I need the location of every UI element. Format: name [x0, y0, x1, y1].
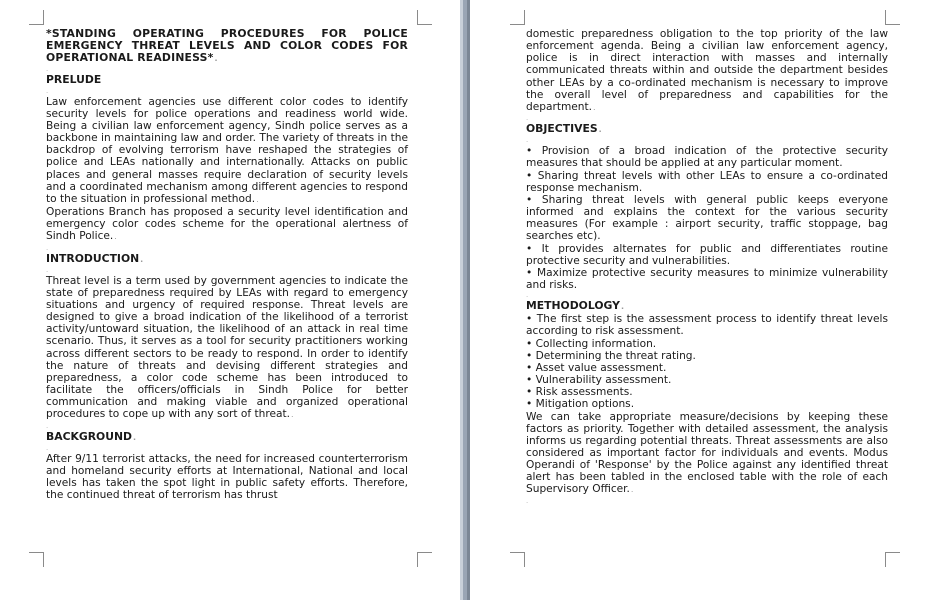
introduction-paragraph: Threat level is a term used by government agencies to indicate the state of preparedness required by LEAs with regard to emergency situations and urgency of required response. Threat levels are designed to give a broad indication of the likelihood of a terrorist activity/untoward situation, the likelihood of an attack in real time scenario. Thus, it serves as a tool for security practitioners working across different sectors to be ready to respond. In order to identify the nature of threats and devising different strategies and preparedness, a color code scheme has been introduced to facilitate the officers/officials in Sindh Police for better communication and making viable and organized operational procedures to cope up with any sort of threat.. [46, 274, 408, 421]
crop-mark-top-right [885, 10, 900, 25]
methodology-item: • Mitigation options. [526, 398, 888, 410]
methodology-item: • Collecting information. [526, 338, 888, 350]
methodology-item: • Asset value assessment. [526, 362, 888, 374]
methodology-item: • Determining the threat rating. [526, 350, 888, 362]
crop-mark-bottom-right [417, 552, 432, 567]
left-page-body: *STANDING OPERATING PROCEDURES FOR POLICE EMERGENCY THREAT LEVELS AND COLOR CODES FOR OPERATIONAL READINESS*. . PRELUDE . Law enforcement agencies use different color codes to identify security levels for police operations and readiness world wide. Being a civilian law enforcement agency, Sindh police serves as a backbone in maintaining law and order. The variety of threats in the backdrop of evolving terrorism have reshaped the strategies of police and LEAs nationally and internationally. Attacks on public places and general masses require declaration of security levels and a coordinated mechanism among different agencies to respond to the situation in professional method.. Operations Branch has proposed a security level identification and emergency color codes scheme for the operational alertness of Sindh Police.. . INTRODUCTION. . Threat level is a term used by government agencies to indicate the state of preparedness required by LEAs with regard to emergency situations and urgency of required response. Threat levels are designed to give a broad indication of the likelihood of a terrorist activity/untoward situation, the likelihood of an attack in real time scenario. Thus, it serves as a tool for security practitioners working across different sectors to be ready to respond. In order to identify the nature of threats and devising different strategies and preparedness, a color code scheme has been introduced to facilitate the officers/officials in Sindh Police for better communication and making viable and organized operational procedures to cope up with any sort of threat.. . BACKGROUND. . After 9/11 terrorist attacks, the need for increased counterterrorism and homeland security efforts at International, National and local levels has taken the spot light in public safety efforts. Therefore, the continued threat of terrorism has thrust [46, 27, 408, 502]
objective-item: • Sharing threat levels with other LEAs to ensure a co-ordinated response mechanism. [526, 170, 888, 194]
document-page-left[interactable] [0, 0, 460, 600]
crop-mark-top-left [510, 10, 525, 25]
right-page-body: domestic preparedness obligation to the top priority of the law enforcement agenda. Being a civilian law enforcement agency, police is in direct interaction with masses and internally communicated threats within and outside the department besides other LEAs by a co-ordinated mechanism is necessary to improve the overall level of preparedness and capabilities for the department.. . OBJECTIVES. . • Provision of a broad indication of the protective security measures that should be applied at any particular moment. • Sharing threat levels with other LEAs to ensure a co-ordinated response mechanism. • Sharing threat levels with general public keeps everyone informed and explains the context for the various security measures (For example : airport security, traffic stoppage, bag searches etc). • It provides alternates for public and differentiates routine protective security and vulnerabilities. • Maximize protective security measures to minimize vulnerability and risks. . METHODOLOGY. • The first step is the assessment process to identify threat levels according to risk assessment. • Collecting information. • Determining the threat rating. • Asset value assessment. • Vulnerability assessment. • Risk assessments. • Mitigation options. We can take appropriate measure/decisions by keeping these factors as priority. Together with detailed assessment, the analysis informs us regarding potential threats. Threat assessments are also considered as important factor for individuals and events. Modus Operandi of 'Response' by the Police against any identified threat alert has been tabled in the enclosed table with the role of each Supervisory Officer.. . [526, 28, 888, 506]
methodology-paragraph: We can take appropriate measure/decisions by keeping these factors as priority. Together with detailed assessment, the analysis informs us regarding potential threats. Threat assessments are also considered as important factor for individuals and events. Modus Operandi of 'Response' by the Police against any identified threat alert has been tabled in the enclosed table with the role of each Supervisory Officer.. [526, 410, 888, 496]
document-title: *STANDING OPERATING PROCEDURES FOR POLICE EMERGENCY THREAT LEVELS AND COLOR CODES FOR OPERATIONAL READINESS*. [46, 27, 408, 65]
crop-mark-bottom-left [510, 552, 525, 567]
heading-introduction: INTRODUCTION. [46, 251, 144, 265]
heading-prelude: PRELUDE [46, 73, 102, 87]
crop-mark-top-right [417, 10, 432, 25]
prelude-paragraph-1: Law enforcement agencies use different color codes to identify security levels for police operations and readiness world wide. Being a civilian law enforcement agency, Sindh police serves as a backbone in maintaining law and order. The variety of threats in the backdrop of evolving terrorism have reshaped the strategies of police and LEAs nationally and internationally. Attacks on public places and general masses require declaration of security levels and a coordinated mechanism among different agencies to respond to the situation in professional method.. [46, 95, 408, 205]
objective-item: • Sharing threat levels with general public keeps everyone informed and explains the context for the various security measures (For example : airport security, traffic stoppage, bag searches etc). [526, 194, 888, 243]
crop-mark-bottom-left [29, 552, 44, 567]
crop-mark-top-left [29, 10, 44, 25]
objective-item: • It provides alternates for public and differentiates routine protective security and vulnerabilities. [526, 243, 888, 267]
heading-methodology: METHODOLOGY. [526, 299, 625, 313]
methodology-item: • The first step is the assessment process to identify threat levels according to risk assessment. [526, 313, 888, 337]
methodology-item: • Vulnerability assessment. [526, 374, 888, 386]
prelude-paragraph-2: Operations Branch has proposed a security level identification and emergency color codes scheme for the operational alertness of Sindh Police.. [46, 206, 408, 243]
crop-mark-bottom-right [885, 552, 900, 567]
background-paragraph: After 9/11 terrorist attacks, the need for increased counterterrorism and homeland security efforts at International, National and local levels has taken the spot light in public safety efforts. Therefore, the continued threat of terrorism has thrust [46, 452, 408, 502]
objective-item: • Maximize protective security measures to minimize vulnerability and risks. [526, 267, 888, 291]
page-gap-divider [460, 0, 470, 600]
continuation-paragraph: domestic preparedness obligation to the top priority of the law enforcement agenda. Being a civilian law enforcement agency, police is in direct interaction with masses and internally communicated threats within and outside the department besides other LEAs by a co-ordinated mechanism is necessary to improve the overall level of preparedness and capabilities for the department.. [526, 28, 888, 113]
heading-objectives: OBJECTIVES. [526, 122, 602, 136]
document-page-right[interactable] [470, 0, 930, 600]
heading-background: BACKGROUND. [46, 429, 137, 443]
methodology-item: • Risk assessments. [526, 386, 888, 398]
objective-item: • Provision of a broad indication of the protective security measures that should be applied at any particular moment. [526, 145, 888, 169]
